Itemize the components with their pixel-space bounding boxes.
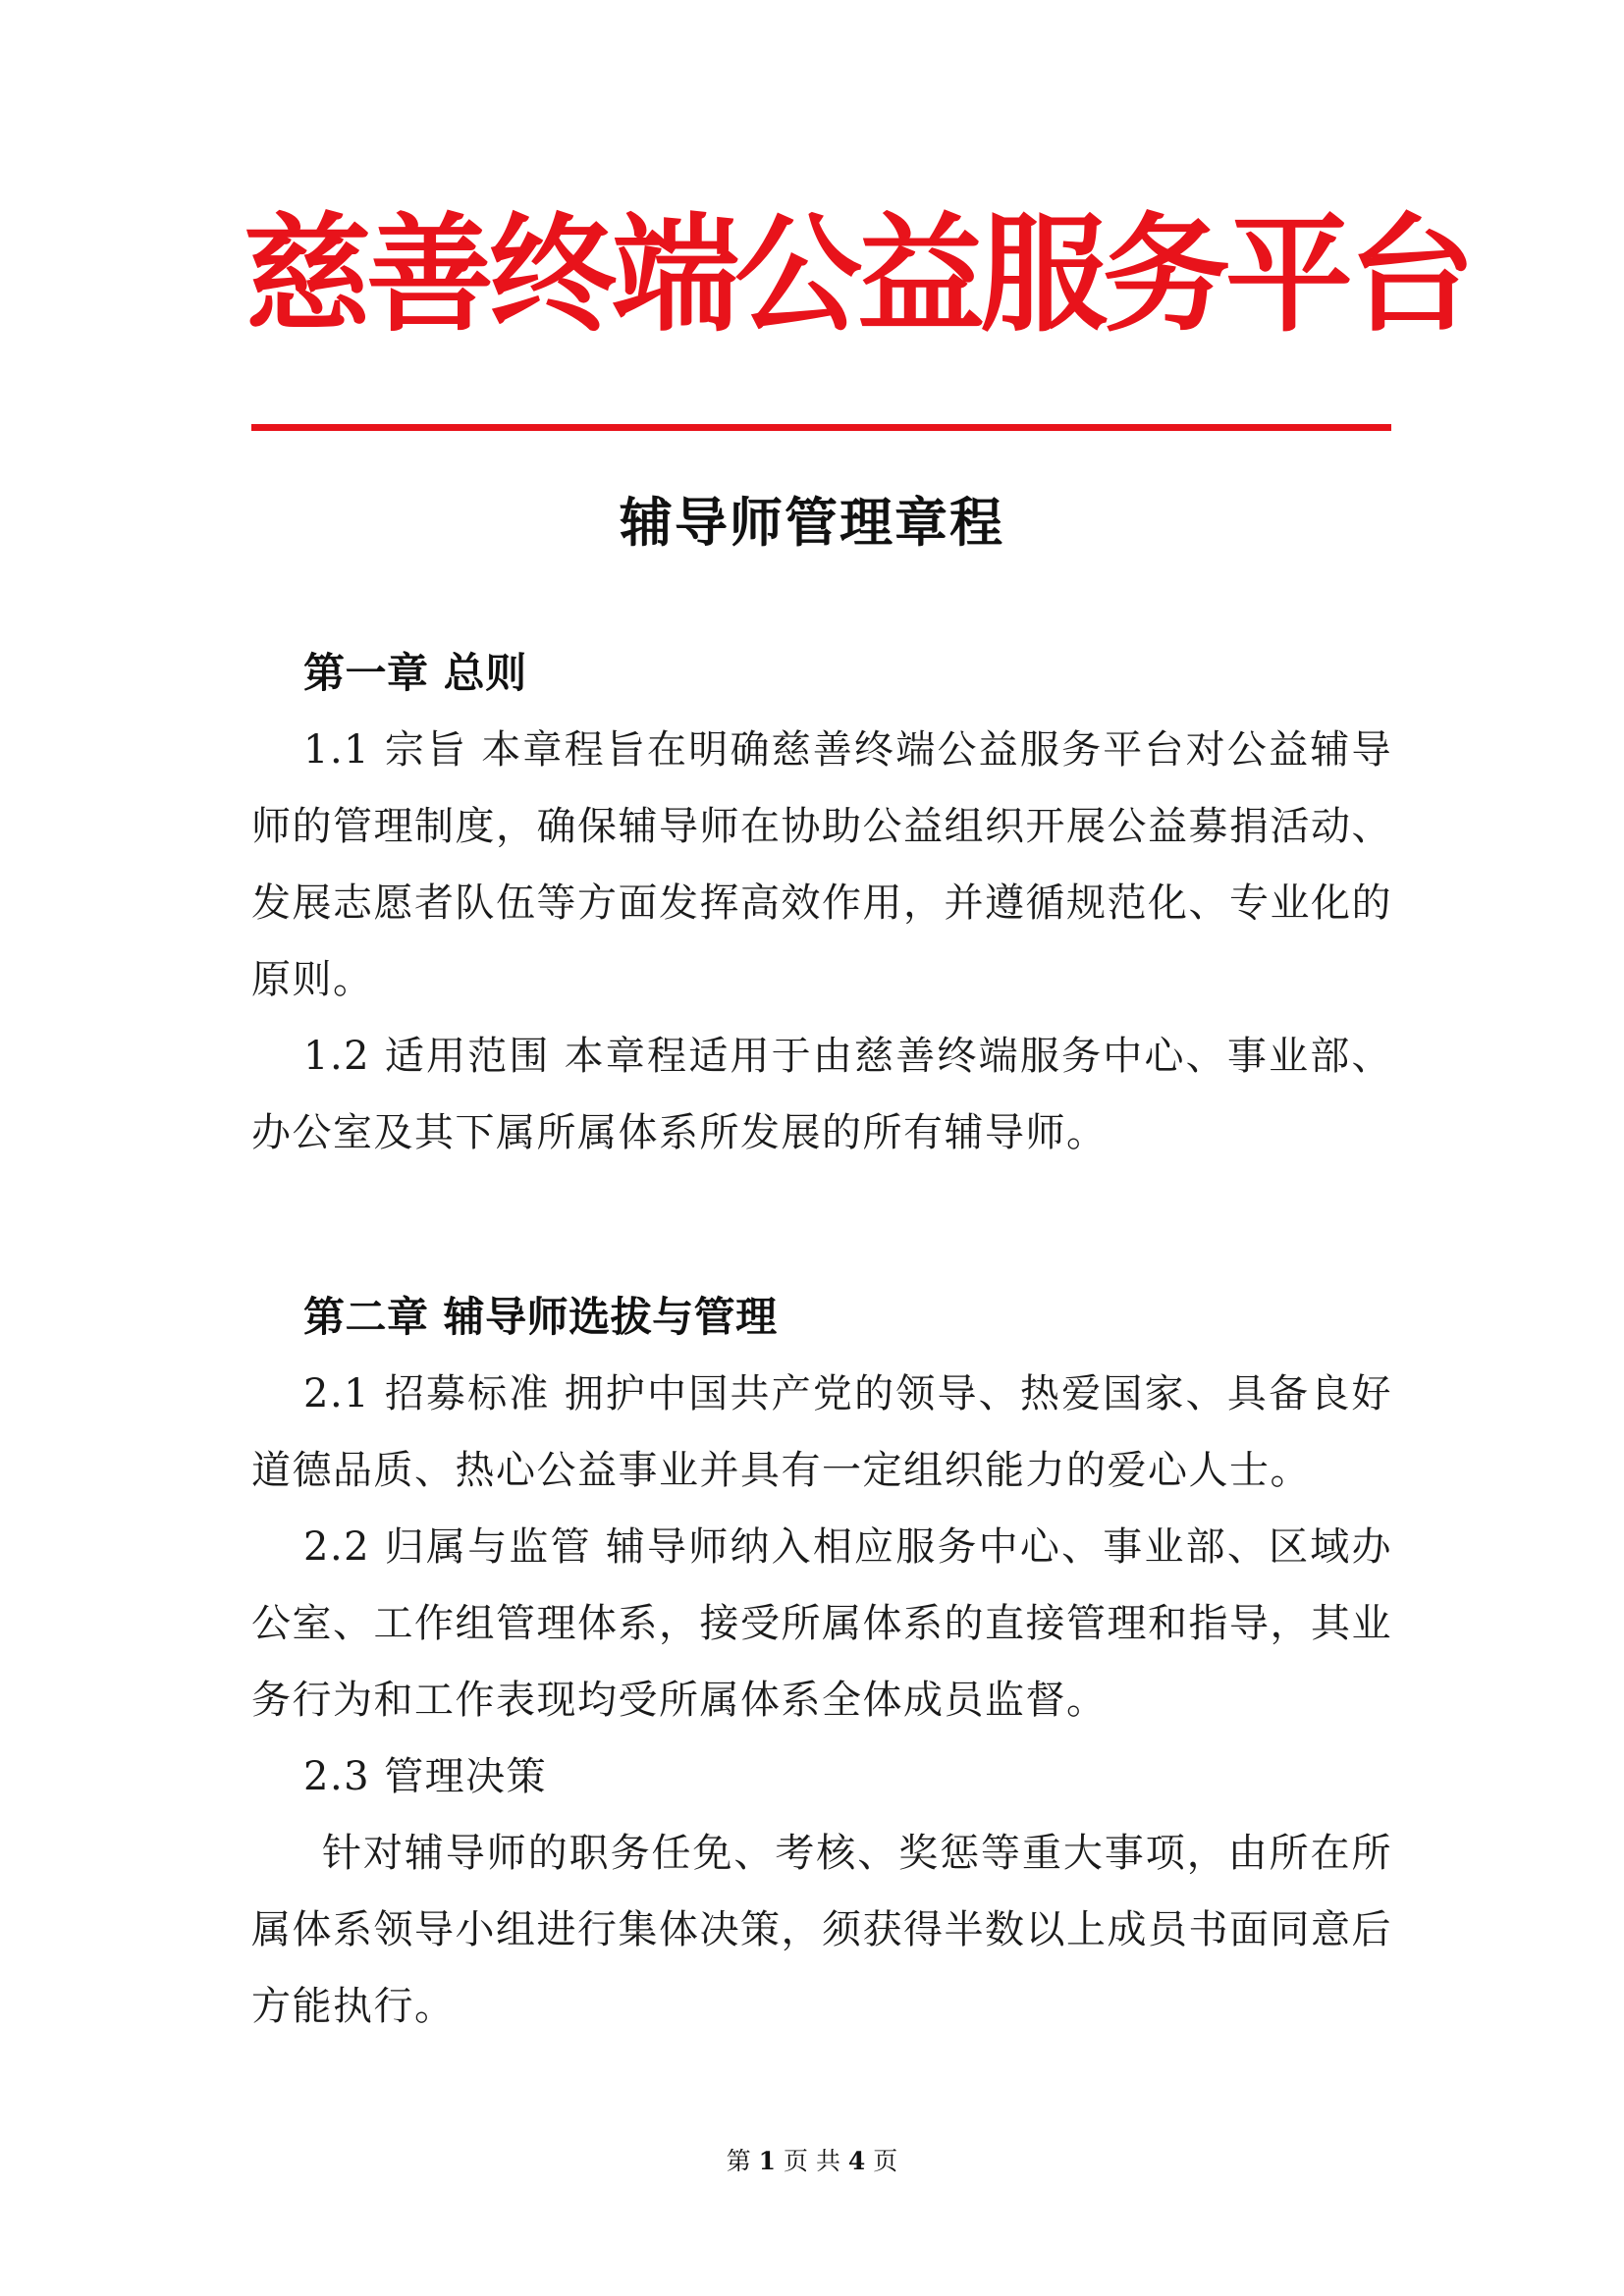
footer-total-pages: 4 xyxy=(847,2147,866,2175)
section-2-3-text: 针对辅导师的职务任免、考核、奖惩等重大事项，由所在所属体系领导小组进行集体决策，须获得半数以上成员书面同意后方能执行。 xyxy=(251,1831,1392,2029)
section-text: 拥护中国共产党的领导、热爱国家、具备良好道德品质、热心公益事业并具有一定组织能力的爱心人士。 xyxy=(251,1371,1392,1493)
section-2-3-heading xyxy=(251,1738,1392,1815)
section-text: 本章程适用于由慈善终端服务中心、事业部、办公室及其下属所属体系所发展的所有辅导师。 xyxy=(251,1034,1392,1155)
section-number: 1.2 xyxy=(303,1034,371,1079)
section-heading: 管理决策 xyxy=(384,1754,548,1799)
section-text: 辅导师纳入相应服务中心、事业部、区域办公室、工作组管理体系，接受所属体系的直接管理和指导，其业务行为和工作表现均受所属体系全体成员监督。 xyxy=(251,1524,1392,1723)
document-body xyxy=(251,635,1392,2045)
section-2-2 xyxy=(251,1509,1392,1738)
section-heading: 宗旨 xyxy=(384,727,468,773)
footer-prefix: 第 xyxy=(726,2147,751,2175)
section-number: 2.2 xyxy=(303,1524,371,1570)
section-number: 1.1 xyxy=(303,727,371,773)
header-divider xyxy=(251,424,1391,431)
section-2-1 xyxy=(251,1356,1392,1509)
section-heading: 适用范围 xyxy=(384,1034,551,1079)
section-number: 2.1 xyxy=(303,1371,371,1416)
footer-suffix: 页 xyxy=(873,2147,898,2175)
chapter-1-heading: 第一章 总则 xyxy=(303,649,527,697)
page-footer xyxy=(0,2145,1624,2178)
footer-page-number: 1 xyxy=(758,2147,777,2175)
section-1-1 xyxy=(251,712,1392,1018)
document-title: 辅导师管理章程 xyxy=(620,491,1004,554)
footer-middle: 页 共 xyxy=(784,2147,840,2175)
section-heading: 招募标准 xyxy=(384,1371,551,1416)
chapter-spacer xyxy=(251,1171,1392,1279)
section-1-2 xyxy=(251,1018,1392,1171)
section-text: 本章程旨在明确慈善终端公益服务平台对公益辅导师的管理制度，确保辅导师在协助公益组织开展公益募捐活动、发展志愿者队伍等方面发挥高效作用，并遵循规范化、专业化的原则。 xyxy=(251,727,1392,1002)
org-title: 慈善终端公益服务平台 xyxy=(244,200,1472,349)
chapter-2-heading: 第二章 辅导师选拔与管理 xyxy=(303,1293,778,1341)
section-number: 2.3 xyxy=(303,1754,371,1799)
section-heading: 归属与监管 xyxy=(384,1524,592,1570)
